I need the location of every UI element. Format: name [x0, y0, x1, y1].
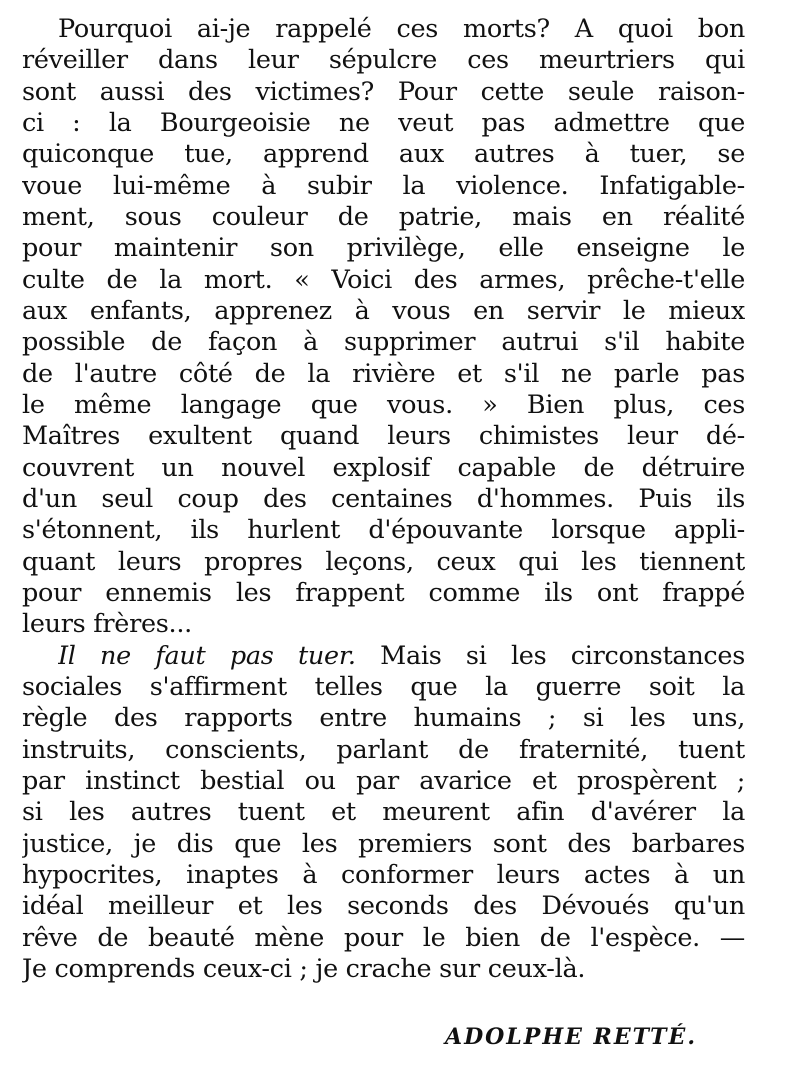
text-line: sociales s'affirment telles que la guerre soit la	[22, 671, 745, 702]
text-line: hypocrites, inaptes à conformer leurs actes à un	[22, 859, 745, 890]
italic-emphasis: Il ne faut pas tuer.	[58, 640, 356, 671]
text-line: d'un seul coup des centaines d'hommes. Puis ils	[22, 483, 745, 514]
text-line: possible de façon à supprimer autrui s'il habite	[22, 327, 745, 358]
text-line: s'étonnent, ils hurlent d'épouvante lorsque appli-	[22, 515, 745, 546]
text-line: règle des rapports entre humains ; si les uns,	[22, 703, 745, 734]
text-line: aux enfants, apprenez à vous en servir le mieux	[22, 295, 745, 326]
text-line-rest: Mais si les circonstances	[355, 640, 745, 671]
text-line: ci : la Bourgeoisie ne veut pas admettre que	[22, 107, 745, 138]
text-line: rêve de beauté mène pour le bien de l'espèce. —	[22, 922, 745, 953]
text-line: culte de la mort. « Voici des armes, prêche-t'elle	[22, 264, 745, 295]
text-line: le même langage que vous. » Bien plus, ces	[22, 389, 745, 420]
text-line: idéal meilleur et les seconds des Dévoués qu'un	[22, 891, 745, 922]
text-line: quiconque tue, apprend aux autres à tuer, se	[22, 139, 745, 170]
text-line: pour ennemis les frappent comme ils ont frappé	[22, 577, 745, 608]
text-line: instruits, conscients, parlant de fraternité, tuent	[22, 734, 745, 765]
text-line: réveiller dans leur sépulcre ces meurtriers qui	[22, 45, 745, 76]
text-line: Pourquoi ai-je rappelé ces morts? A quoi bon	[58, 14, 745, 44]
text-line: leurs frères...	[22, 609, 192, 640]
text-line: sont aussi des victimes? Pour cette seule raison-	[22, 76, 745, 107]
text-line: si les autres tuent et meurent afin d'avérer la	[22, 797, 745, 828]
text-line: justice, je dis que les premiers sont des barbares	[22, 828, 745, 859]
text-line: par instinct bestial ou par avarice et prospèrent ;	[22, 765, 745, 796]
text-line: voue lui-même à subir la violence. Infatigable-	[22, 170, 745, 201]
text-line: Maîtres exultent quand leurs chimistes leur dé-	[22, 421, 745, 452]
text-line: Je comprends ceux-ci ; je crache sur ceux-là.	[22, 953, 586, 984]
text-line: quant leurs propres leçons, ceux qui les tiennent	[22, 546, 745, 577]
text-line: ment, sous couleur de patrie, mais en réalité	[22, 201, 745, 232]
text-line: couvrent un nouvel explosif capable de détruire	[22, 452, 745, 483]
text-line: pour maintenir son privilège, elle enseigne le	[22, 233, 745, 264]
text-line	[58, 641, 745, 672]
author-signature: ADOLPHE RETTÉ.	[445, 1024, 697, 1050]
text-line: de l'autre côté de la rivière et s'il ne parle pas	[22, 358, 745, 389]
